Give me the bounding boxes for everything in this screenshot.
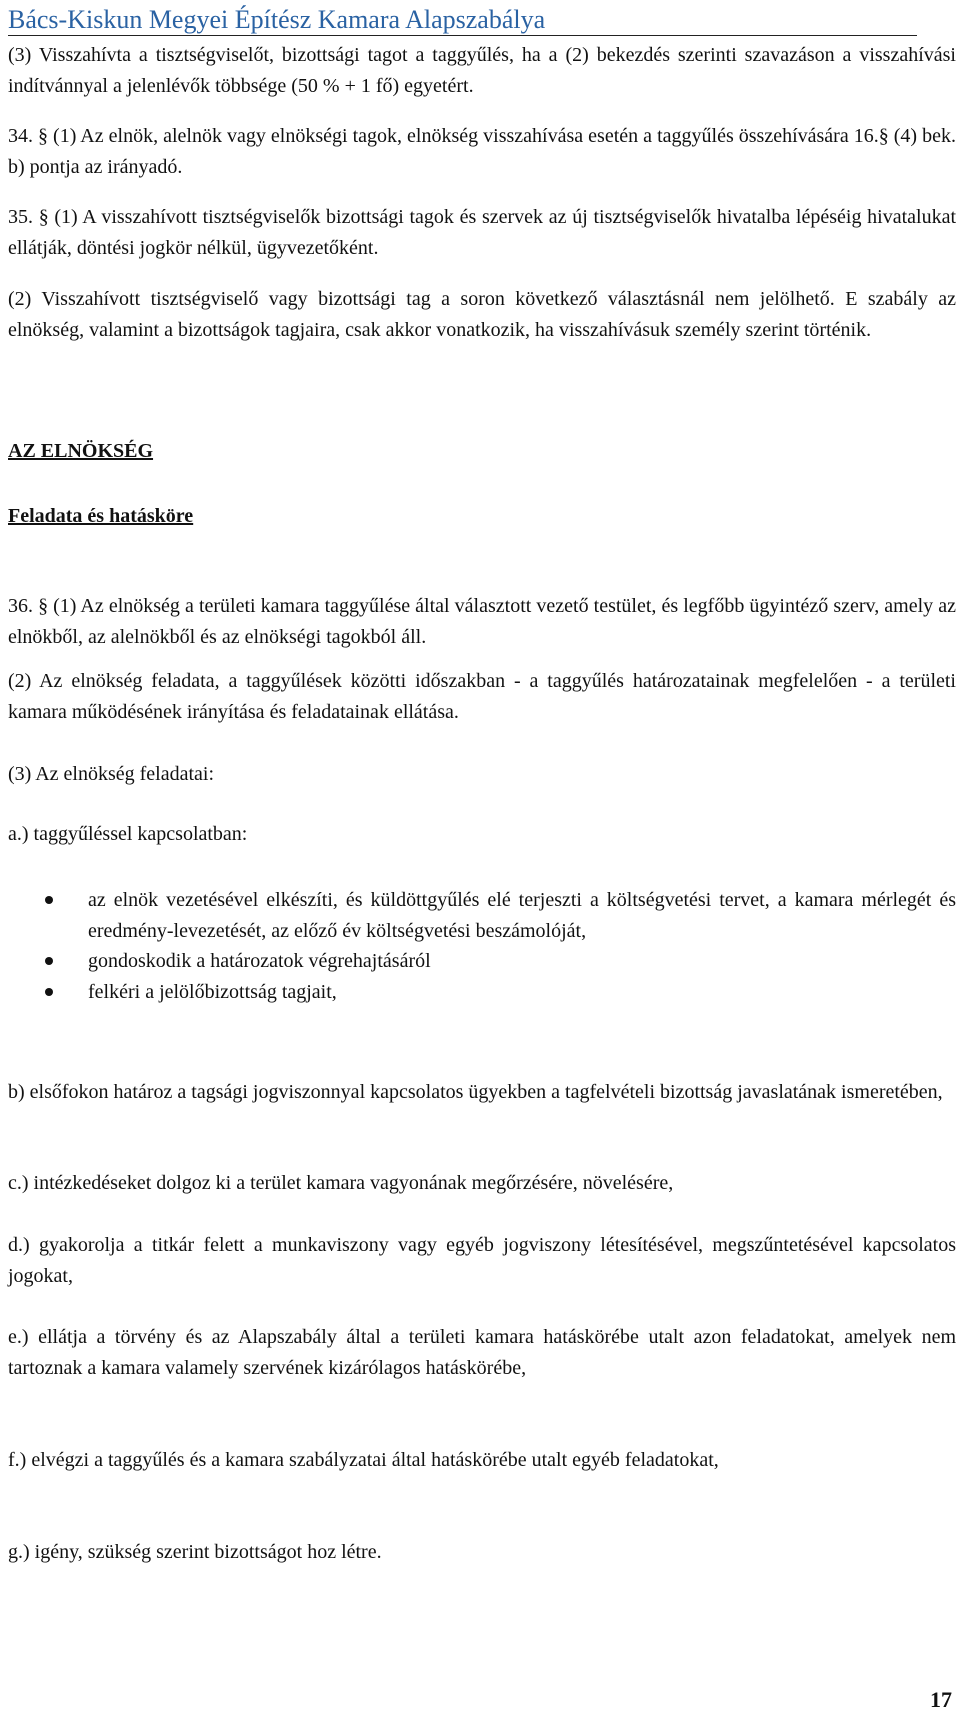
list-item-g: g.) igény, szükség szerint bizottságot hoz létre. (8, 1541, 382, 1563)
list-item-c: c.) intézkedéseket dolgoz ki a terület kamara vagyonának megőrzésére, növelésére, (8, 1172, 674, 1194)
bullet-item (43, 885, 956, 946)
list-item-d: d.) gyakorolja a titkár felett a munkaviszony vagy egyéb jogviszony létesítésével, megszűntetésével kapcsolatos jogokat, (8, 1234, 956, 1287)
document-header-title: Bács-Kiskun Megyei Építész Kamara Alapszabálya (8, 5, 546, 34)
paragraph-35-1: 35. § (1) A visszahívott tisztségviselők bizottsági tagok és szervek az új tisztségviselők hivatalba lépéséig hivatalukat ellátják, döntési jogkör nélkül, ügyvezetőként. (8, 206, 956, 259)
bullet-icon (45, 988, 53, 996)
bullet-item (43, 977, 956, 1008)
paragraph-36-1: 36. § (1) Az elnökség a területi kamara taggyűlése által választott vezető testület, és legfőbb ügyintéző szerv, amely az elnökből, az alelnökből és az elnökségi tagokból áll. (8, 595, 956, 648)
bullet-icon (45, 896, 53, 904)
paragraph-36-3: (3) Az elnökség feladatai: (8, 763, 215, 785)
bullet-text: felkéri a jelölőbizottság tagjait, (88, 980, 337, 1003)
list-item-f: f.) elvégzi a taggyűlés és a kamara szabályzatai által hatáskörébe utalt egyéb feladatokat, (8, 1449, 719, 1471)
bullet-text: az elnök vezetésével elkészíti, és küldöttgyűlés elé terjeszti a költségvetési tervet, a kamara mérlegét és eredmény-levezetését, az előző év költségvetési beszámolóját, (88, 889, 956, 942)
paragraph-35-2: (2) Visszahívott tisztségviselő vagy bizottsági tag a soron következő választásnál nem jelölhető. E szabály az elnökség, valamint a bizottságok tagjaira, csak akkor vonatkozik, ha visszahívásuk személy szerint történik. (8, 288, 956, 341)
list-item-a: a.) taggyűléssel kapcsolatban: (8, 823, 248, 845)
list-item-e: e.) ellátja a törvény és az Alapszabály által a területi kamara hatáskörébe utalt azon feladatokat, amelyek nem tartoznak a kamara valamely szervének kizárólagos hatáskörébe, (8, 1326, 956, 1379)
bullet-list (43, 885, 956, 1007)
section-heading: AZ ELNÖKSÉG (8, 440, 154, 462)
bullet-text: gondoskodik a határozatok végrehajtásáról (88, 950, 431, 972)
subsection-heading: Feladata és hatásköre (8, 505, 194, 527)
list-item-b: b) elsőfokon határoz a tagsági jogviszonnyal kapcsolatos ügyekben a tagfelvételi bizottság javaslatának ismeretében, (8, 1081, 943, 1103)
paragraph-36-2: (2) Az elnökség feladata, a taggyűlések közötti időszakban - a taggyűlés határozatainak megfelelően - a területi kamara működésének irányítása és feladatainak ellátása. (8, 670, 956, 723)
paragraph-34: 34. § (1) Az elnök, alelnök vagy elnökségi tagok, elnökség visszahívása esetén a taggyűlés összehívására 16.§ (4) bek. b) pontja az irányadó. (8, 125, 956, 178)
header-divider (8, 35, 917, 36)
paragraph-33-3: (3) Visszahívta a tisztségviselőt, bizottsági tagot a taggyűlés, ha a (2) bekezdés szerinti szavazáson a visszahívási indítvánnyal a jelenlévők többsége (50 % + 1 fő) egyetért. (8, 44, 956, 97)
page-number: 17 (930, 1687, 952, 1712)
bullet-icon (45, 957, 53, 965)
bullet-item (43, 946, 956, 977)
